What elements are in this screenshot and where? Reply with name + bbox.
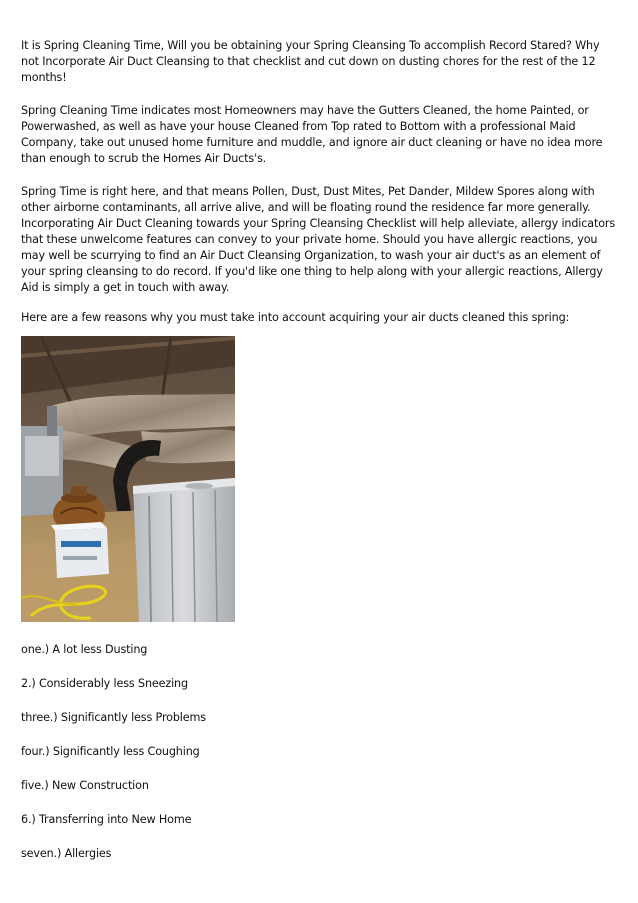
list-item: three.) Significantly less Problems bbox=[21, 711, 206, 724]
list-item: four.) Significantly less Coughing bbox=[21, 745, 200, 758]
paragraph-allergens: Spring Time is right here, and that means Pollen, Dust, Dust Mites, Pet Dander, Mildew Spores along with other airborne contaminants, all arrive alive, and will be floating round the residence far more generally. Incorporating Air Duct Cleaning towards your Spring Cleansing Checklist will help alleviate, allergy indicators that these unwelcome features can convey to your private home. Should you have allergic reactions, you may well be scurrying to find an Air Duct Cleansing Organization, to wash your air duct's as an element of your spring cleansing to do record. If you'd like one thing to help along with your allergic reactions, Allergy Aid is simply a get in touch with away. bbox=[21, 185, 616, 294]
paragraph-spring-cleaning: Spring Cleaning Time indicates most Homeowners may have the Gutters Cleaned, the home Painted, or Powerwashed, as well as have your house Cleaned from Top rated to Bottom with a professional Maid Company, take out unused home furniture and muddle, and ignore air duct cleaning or have no idea more than enough to scrub the Homes Air Ducts's. bbox=[21, 104, 603, 165]
attic-air-duct-photo bbox=[21, 336, 235, 622]
reasons-list bbox=[21, 642, 619, 880]
list-item: 2.) Considerably less Sneezing bbox=[21, 677, 188, 690]
paragraph-reasons-lead: Here are a few reasons why you must take into account acquiring your air ducts cleaned this spring: bbox=[21, 311, 570, 324]
paragraph-intro: It is Spring Cleaning Time, Will you be obtaining your Spring Cleansing To accomplish Record Stared? Why not Incorporate Air Duct Cleansing to that checklist and cut down on dusting chores for the rest of the 12 months! bbox=[21, 39, 600, 84]
document-page bbox=[21, 38, 619, 860]
list-item: five.) New Construction bbox=[21, 779, 149, 792]
list-item: seven.) Allergies bbox=[21, 847, 112, 860]
list-item: one.) A lot less Dusting bbox=[21, 643, 148, 656]
list-item: 6.) Transferring into New Home bbox=[21, 813, 192, 826]
